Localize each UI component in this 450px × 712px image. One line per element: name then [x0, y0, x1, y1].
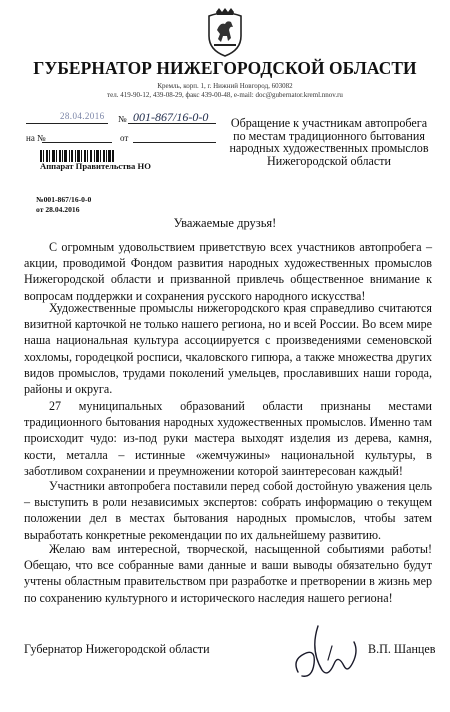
date-field-line — [26, 123, 108, 124]
handwritten-signature-icon — [288, 620, 368, 682]
coat-of-arms-icon — [205, 8, 245, 58]
reference-number-line — [42, 142, 112, 143]
document-title: ГУБЕРНАТОР НИЖЕГОРОДСКОЙ ОБЛАСТИ — [33, 58, 417, 78]
stamp-organization: Аппарат Правительства НО — [40, 161, 151, 171]
reference-number-label: на № — [26, 133, 46, 143]
reference-date-label: от — [120, 133, 129, 143]
registration-number-handwritten: 001-867/16-0-0 — [133, 110, 209, 124]
body-paragraph: Желаю вам интересной, творческой, насыщенной событиями работы! Обещаю, что все собранные вами данные и ваши выводы обязательно будут учтены областным правительством при разработке и претворении в жизнь мер по сохранению культурного и исторического наследия нашего региона! — [24, 542, 432, 605]
stamp-date: от 28.04.2016 — [36, 205, 80, 214]
contacts-line: тел. 419-90-12, 439-08-29, факс 439-00-48, e-mail: doc@gubernator.kreml.nnov.ru — [107, 91, 343, 99]
body-paragraph: Участники автопробега поставили перед собой достойную уважения цель – выступить в роли независимых экспертов: собрать информацию о текущем положении дел в местах бытования народных промыслов, чтобы затем выработать конкретные рекомендации по их дальнейшему развитию. — [24, 479, 432, 542]
body-paragraph: 27 муниципальных образований области признаны местами традиционного бытования народных художественных промыслов. Именно там происходит чудо: из-под руки мастера выходят изделия из дерева, камня, кости, металла – истинные «жемчужины» национальной культуры, в заботливом сохранении и преумножении которой заинтересован каждый! — [24, 399, 432, 478]
signatory-name: В.П. Шанцев — [368, 642, 436, 656]
salutation: Уважаемые друзья! — [173, 216, 277, 230]
body-paragraph: С огромным удовольствием приветствую всех участников автопробега – акции, проводимой Фондом развития народных художественных промыслов Нижегородской области и призванной привлечь общественное внимание к вопросам поддержки и сохранения русского народного искусства! — [24, 240, 432, 303]
number-label: № — [118, 114, 127, 124]
number-field-line — [128, 123, 216, 124]
signatory-position: Губернатор Нижегородской области — [24, 642, 210, 656]
date-stamp: 28.04.2016 — [60, 111, 105, 121]
body-paragraph: Художественные промыслы нижегородского края справедливо считаются визитной карточкой не только нашего региона, но и всей России. Во всем мире наша национальная культура ассоциируется с произведениями семеновской хохломы, городецкой росписи, чкаловского гипюра, а также множества других видов промыслов, трудами поколений умельцев, прославивших наши города, районы и округа. — [24, 301, 432, 397]
addressee-block: Обращение к участникам автопробега по местам традиционного бытования народных художественных промыслов Нижегородской области — [229, 116, 429, 168]
reference-date-line — [133, 142, 216, 143]
address-line: Кремль, корп. 1, г. Нижний Новгород, 603082 — [157, 82, 293, 90]
stamp-number: №001-867/16-0-0 — [36, 195, 92, 204]
